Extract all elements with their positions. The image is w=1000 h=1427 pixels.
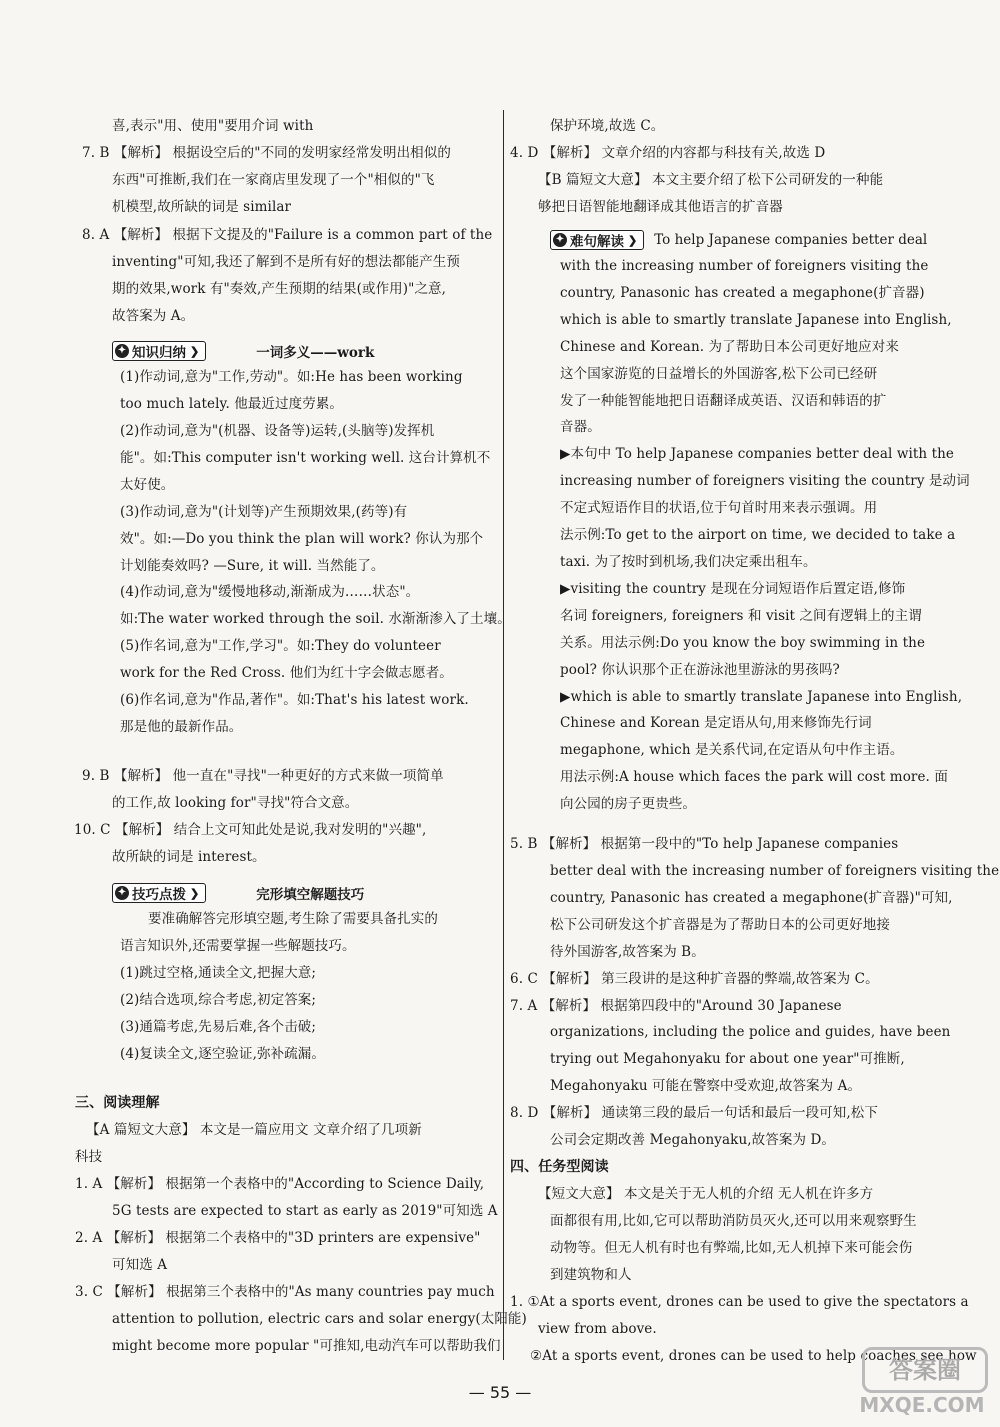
text-line: 保护环境,故选 C。 [550,118,665,134]
box-line: (2)结合选项,综合考虑,初定答案; [120,992,317,1008]
answer-7: 7. B 【解析】 根据设空后的"不同的发明家经常发明出相似的 [82,145,451,161]
answer-6: 6. C 【解析】 第三段讲的是这种扩音器的弊端,故答案为 C。 [510,971,879,987]
box-heading: 完形填空解题技巧 [256,887,365,903]
text-line: view from above. [538,1321,657,1337]
text-line: 到建筑物和人 [550,1267,632,1283]
knowledge-badge: ✦ 知识归纳 ❯ [112,341,206,361]
knowledge-box-title [112,341,374,361]
column-divider [503,110,504,1360]
lightbulb-icon: ✦ [115,344,129,358]
text-line: 喜,表示"用、使用"要用介词 with [112,118,314,134]
answer-5: 5. B 【解析】 根据第一段中的"To help Japanese companies [510,836,899,852]
text-line: attention to pollution, electric cars and solar energy(太阳能) [112,1311,527,1327]
box-line: 要准确解答完形填空题,考生除了需要具备扎实的 [148,911,438,927]
text-line: better deal with the increasing number of foreigners visiting the [550,863,1000,879]
answer-7: 7. A 【解析】 根据第四段中的"Around 30 Japanese [510,998,842,1014]
box-line: 能"。如:This computer isn't working well. 这台计算机不 [120,450,491,466]
lightbulb-icon: ✦ [553,233,567,247]
answer-9: 9. B 【解析】 他一直在"寻找"一种更好的方式来做一项简单 [82,768,444,784]
text-line: 待外国游客,故答案为 B。 [550,944,705,960]
answer-3: 3. C 【解析】 根据第三个表格中的"As many countries pay much [75,1284,495,1300]
box-line: (3)作动词,意为"(计划等)产生预期效果,(药等)有 [120,504,408,520]
text-line: 面都很有用,比如,它可以帮助消防员灭火,还可以用来观察野生 [550,1213,917,1229]
box-line: 名词 foreigners, foreigners 和 visit 之间有逻辑上的主谓 [560,608,922,624]
box-heading: 一词多义——work [256,345,375,361]
box-line: 太好使。 [120,477,175,493]
hard-sentence-box-title [550,230,927,250]
lightbulb-icon: ✦ [115,886,129,900]
box-line: (1)作动词,意为"工作,劳动"。如:He has been working [120,369,463,385]
text-line: 够把日语智能地翻译成其他语言的扩音器 [538,199,783,215]
text-line: 故所缺的词是 interest。 [112,849,266,865]
text-line: 故答案为 A。 [112,308,195,324]
arrow-icon: ❯ [190,344,200,358]
text-line: 机模型,故所缺的词是 similar [112,199,292,215]
passage-summary: 【A 篇短文大意】 本文是一篇应用文 文章介绍了几项新 [86,1122,422,1138]
watermark-logo: 答案圈 [862,1347,988,1393]
box-line: Chinese and Korean. 为了帮助日本公司更好地应对来 [560,339,899,355]
box-line: pool? 你认识那个正在游泳池里游泳的男孩吗? [560,662,840,678]
box-line: taxi. 为了按时到机场,我们决定乘出租车。 [560,554,817,570]
box-line: 音器。 [560,419,601,435]
section-heading: 四、任务型阅读 [510,1159,609,1175]
hard-sentence-badge: ✦ 难句解读 ❯ [550,230,644,250]
box-line: 计划能奏效吗? —Sure, it will. 当然能了。 [120,558,385,574]
box-line: 语言知识外,还需要掌握一些解题技巧。 [120,938,356,954]
box-first-line: To help Japanese companies better deal [654,232,928,248]
box-line: 关系。用法示例:Do you know the boy swimming in the [560,635,926,651]
box-line: 向公园的房子更贵些。 [560,796,696,812]
box-line: 这个国家游览的日益增长的外国游客,松下公司已经研 [560,366,878,382]
text-line: 5G tests are expected to start as early as 2019"可知选 A [112,1203,498,1219]
box-line: 如:The water worked through the soil. 水渐渐渗入了土壤。 [120,611,511,627]
tips-badge: ✦ 技巧点拨 ❯ [112,883,206,903]
text-line: trying out Megahonyaku for about one year"可推断, [550,1051,905,1067]
text-line: 期的效果,work 有"奏效,产生预期的结果(或作用)"之意, [112,281,447,297]
tips-box-title [112,883,364,903]
box-line: ▶visiting the country 是现在分词短语作后置定语,修饰 [560,581,906,597]
passage-summary: 【B 篇短文大意】 本文主要介绍了松下公司研发的一种能 [538,172,884,188]
arrow-icon: ❯ [628,233,638,247]
box-line: 用法示例:A house which faces the park will cost more. 面 [560,769,948,785]
passage-summary: 【短文大意】 本文是关于无人机的介绍 无人机在许多方 [538,1186,874,1202]
box-line: megaphone, which 是关系代词,在定语从句中作主语。 [560,742,904,758]
box-line: 发了一种能智能地把日语翻译成英语、汉语和韩语的扩 [560,393,887,409]
text-line: 动物等。但无人机有时也有弊端,比如,无人机掉下来可能会伤 [550,1240,913,1256]
watermark-url: MXQE.COM [859,1393,985,1417]
box-line: (1)跳过空格,通读全文,把握大意; [120,965,317,981]
text-line: 松下公司研发这个扩音器是为了帮助日本的公司更好地接 [550,917,890,933]
box-line: 效"。如:—Do you think the plan will work? 你认为那个 [120,531,484,547]
answer-8: 8. D 【解析】 通读第三段的最后一句话和最后一段可知,松下 [510,1105,878,1121]
text-line: inventing"可知,我还了解到不是所有好的想法都能产生预 [112,254,461,270]
text-line: 科技 [75,1149,103,1165]
text-line: might become more popular "可推知,电动汽车可以帮助我们 [112,1338,501,1354]
box-line: work for the Red Cross. 他们为红十字会做志愿者。 [120,665,453,681]
box-line: increasing number of foreigners visiting the country 是动词 [560,473,970,489]
box-line: (2)作动词,意为"(机器、设备等)运转,(头脑等)发挥机 [120,423,435,439]
text-line: ②At a sports event, drones can be used to help coaches see how [530,1348,977,1364]
section-heading: 三、阅读理解 [75,1095,160,1111]
box-line: 不定式短语作目的状语,位于句首时用来表示强调。用 [560,500,878,516]
box-line: (4)复读全文,逐空验证,弥补疏漏。 [120,1046,326,1062]
text-line: Megahonyaku 可能在警察中受欢迎,故答案为 A。 [550,1078,862,1094]
box-line: (4)作动词,意为"缓慢地移动,渐渐成为……状态"。 [120,584,420,600]
box-line: country, Panasonic has created a megaphone(扩音器) [560,285,925,301]
page-number: — 55 — [468,1383,532,1402]
task-answer-1: 1. ①At a sports event, drones can be used to give the spectators a [510,1294,969,1310]
text-line: organizations, including the police and guides, have been [550,1024,951,1040]
box-line: (6)作名词,意为"作品,著作"。如:That's his latest work. [120,692,469,708]
answer-8: 8. A 【解析】 根据下文提及的"Failure is a common part of the [82,227,493,243]
answer-10: 10. C 【解析】 结合上文可知此处是说,我对发明的"兴趣", [74,822,427,838]
answer-4: 4. D 【解析】 文章介绍的内容都与科技有关,故选 D [510,145,826,161]
box-line: too much lately. 他最近过度劳累。 [120,396,344,412]
text-line: 的工作,故 looking for"寻找"符合文意。 [112,795,359,811]
box-line: (3)通篇考虑,先易后难,各个击破; [120,1019,317,1035]
box-line: 那是他的最新作品。 [120,719,243,735]
answer-1: 1. A 【解析】 根据第一个表格中的"According to Science Daily, [75,1176,485,1192]
box-line: 法示例:To get to the airport on time, we decided to take a [560,527,956,543]
site-watermark [834,1343,994,1423]
box-line: with the increasing number of foreigners visiting the [560,258,929,274]
box-line: which is able to smartly translate Japanese into English, [560,312,952,328]
answer-2: 2. A 【解析】 根据第二个表格中的"3D printers are expensive" [75,1230,481,1246]
box-line: (5)作名词,意为"工作,学习"。如:They do volunteer [120,638,441,654]
box-line: Chinese and Korean 是定语从句,用来修饰先行词 [560,715,872,731]
box-line: ▶本句中 To help Japanese companies better deal with the [560,446,955,462]
text-line: 公司会定期改善 Megahonyaku,故答案为 D。 [550,1132,835,1148]
arrow-icon: ❯ [190,886,200,900]
box-line: ▶which is able to smartly translate Japanese into English, [560,689,963,705]
text-line: 可知选 A [112,1257,168,1273]
text-line: country, Panasonic has created a megaphone(扩音器)"可知, [550,890,953,906]
text-line: 东西"可推断,我们在一家商店里发现了一个"相似的"飞 [112,172,435,188]
